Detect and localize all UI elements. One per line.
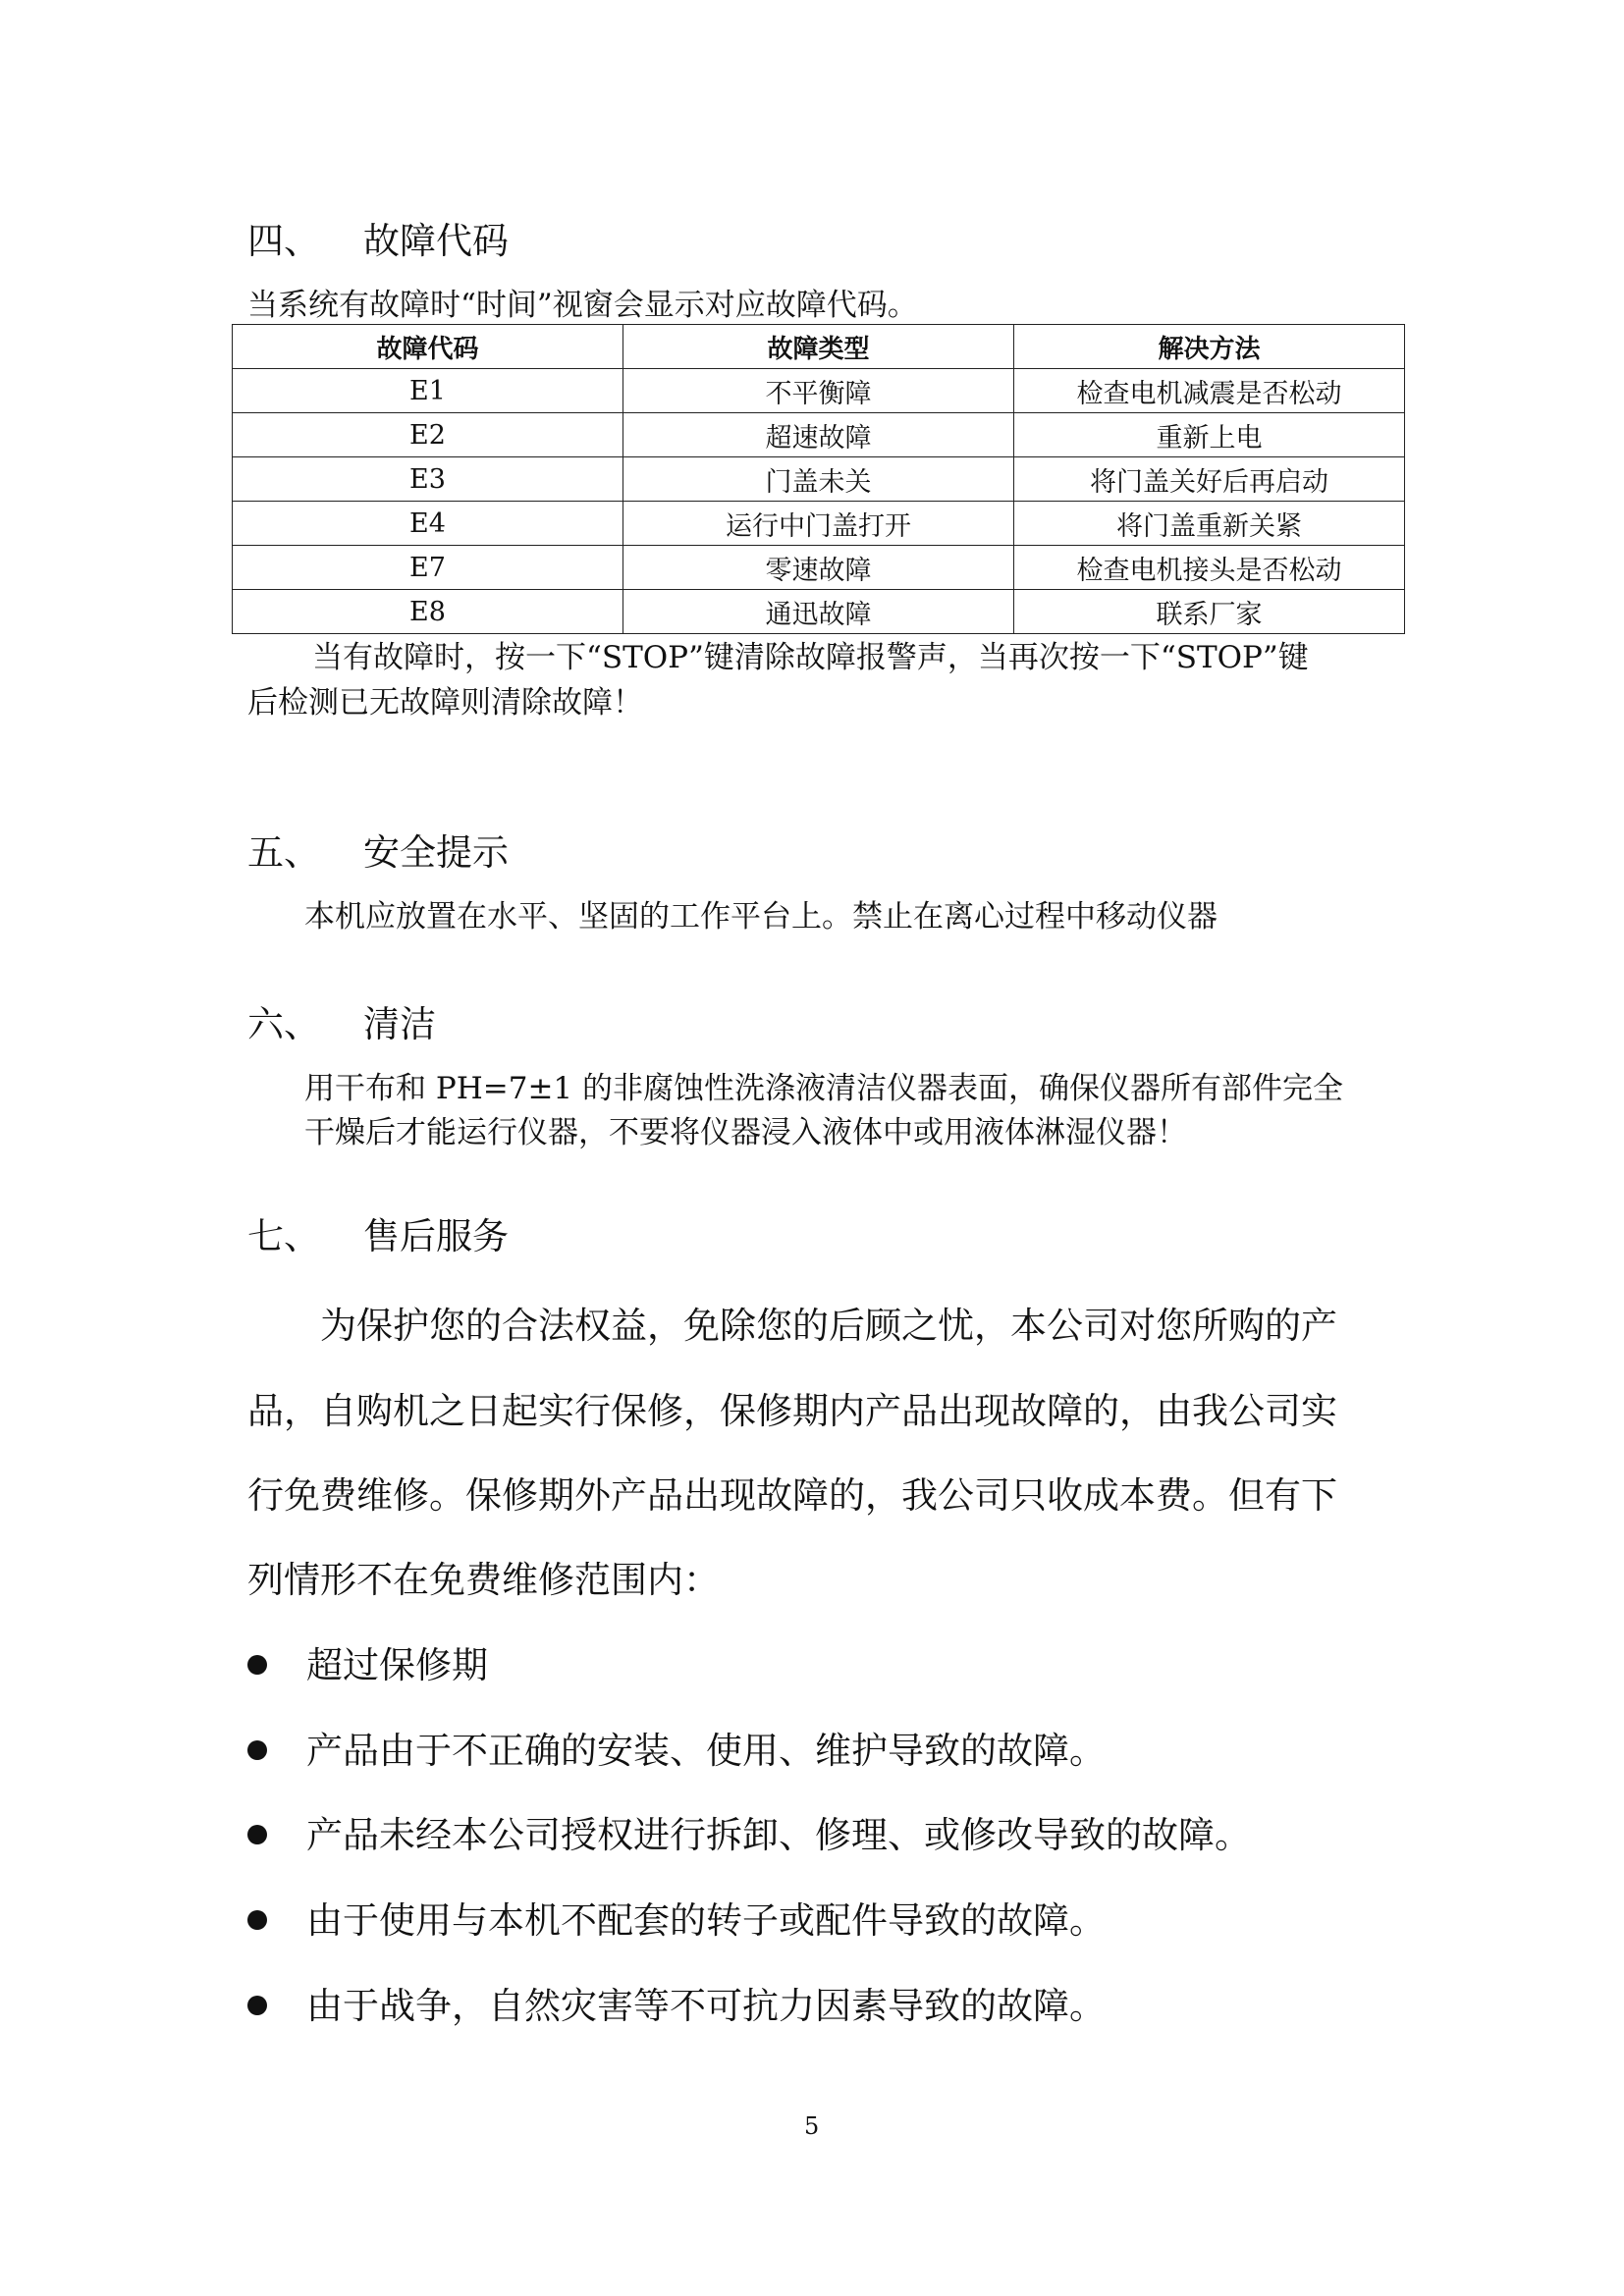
table-header-row <box>233 325 1405 369</box>
cell-code: E3 <box>233 457 623 502</box>
bullet-icon <box>247 1910 267 1930</box>
list-item <box>247 1812 1251 1859</box>
section-4-heading <box>247 218 509 265</box>
section-7-number: 七、 <box>247 1215 320 1257</box>
bullet-text: 由于使用与本机不配套的转子或配件导致的故障。 <box>306 1899 1106 1942</box>
bullet-icon <box>247 1655 267 1675</box>
table-row <box>233 590 1405 634</box>
cell-type: 门盖未关 <box>623 457 1014 502</box>
bullet-text: 产品由于不正确的安装、使用、维护导致的故障。 <box>306 1730 1106 1772</box>
section-4-number: 四、 <box>247 220 320 262</box>
cell-code: E4 <box>233 502 623 546</box>
section-7-para-line-1: 为保护您的合法权益，免除您的后顾之忧，本公司对您所购的产 <box>320 1305 1337 1347</box>
bullet-text: 产品未经本公司授权进行拆卸、修理、或修改导致的故障。 <box>306 1814 1251 1856</box>
bullet-icon <box>247 1740 267 1760</box>
bullet-text: 由于战争，自然灾害等不可抗力因素导致的故障。 <box>306 1985 1106 2027</box>
fault-code-table <box>232 324 1405 634</box>
cell-type: 运行中门盖打开 <box>623 502 1014 546</box>
table-row <box>233 413 1405 457</box>
header-fault-code: 故障代码 <box>233 325 623 369</box>
cell-type: 不平衡障 <box>623 369 1014 413</box>
section-7-para-line-4: 列情形不在免费维修范围内： <box>247 1559 720 1601</box>
cell-solution: 检查电机接头是否松动 <box>1014 546 1405 590</box>
list-item <box>247 1897 1106 1945</box>
section-5-heading <box>247 829 509 877</box>
header-solution: 解决方法 <box>1014 325 1405 369</box>
list-item <box>247 1983 1106 2030</box>
list-item <box>247 1728 1106 1775</box>
cell-solution: 重新上电 <box>1014 413 1405 457</box>
section-5-text: 本机应放置在水平、坚固的工作平台上。禁止在离心过程中移动仪器 <box>304 899 1218 934</box>
bullet-icon <box>247 1996 267 2015</box>
section-6-number: 六、 <box>247 1003 320 1045</box>
section-4-note-line-1: 当有故障时，按一下“STOP”键清除故障报警声，当再次按一下“STOP”键 <box>312 640 1309 675</box>
bullet-text: 超过保修期 <box>306 1644 488 1686</box>
cell-type: 零速故障 <box>623 546 1014 590</box>
table-row <box>233 457 1405 502</box>
cell-type: 通迅故障 <box>623 590 1014 634</box>
cell-type: 超速故障 <box>623 413 1014 457</box>
section-7-para-line-2: 品，自购机之日起实行保修，保修期内产品出现故障的，由我公司实 <box>247 1390 1337 1432</box>
section-6-title: 清洁 <box>363 1003 436 1045</box>
section-6-heading <box>247 1001 436 1048</box>
cell-code: E2 <box>233 413 623 457</box>
section-7-title: 售后服务 <box>363 1215 509 1257</box>
header-fault-type: 故障类型 <box>623 325 1014 369</box>
cell-code: E8 <box>233 590 623 634</box>
bullet-icon <box>247 1825 267 1844</box>
cell-solution: 将门盖关好后再启动 <box>1014 457 1405 502</box>
table-row <box>233 369 1405 413</box>
cell-solution: 将门盖重新关紧 <box>1014 502 1405 546</box>
section-7-para-line-3: 行免费维修。保修期外产品出现故障的，我公司只收成本费。但有下 <box>247 1474 1337 1517</box>
table-row <box>233 546 1405 590</box>
section-6-line-2: 干燥后才能运行仪器，不要将仪器浸入液体中或用液体淋湿仪器！ <box>304 1115 1187 1150</box>
cell-code: E7 <box>233 546 623 590</box>
page-number: 5 <box>804 2112 820 2140</box>
cell-solution: 联系厂家 <box>1014 590 1405 634</box>
section-4-title: 故障代码 <box>363 220 509 262</box>
cell-solution: 检查电机减震是否松动 <box>1014 369 1405 413</box>
section-5-number: 五、 <box>247 831 320 874</box>
section-7-heading <box>247 1213 509 1260</box>
section-4-intro: 当系统有故障时“时间”视窗会显示对应故障代码。 <box>247 288 918 323</box>
table-row <box>233 502 1405 546</box>
section-6-line-1: 用干布和 PH=7±1 的非腐蚀性洗涤液清洁仪器表面，确保仪器所有部件完全 <box>304 1071 1343 1106</box>
section-5-title: 安全提示 <box>363 831 509 874</box>
list-item <box>247 1642 488 1689</box>
section-4-note-line-2: 后检测已无故障则清除故障！ <box>247 685 643 721</box>
cell-code: E1 <box>233 369 623 413</box>
